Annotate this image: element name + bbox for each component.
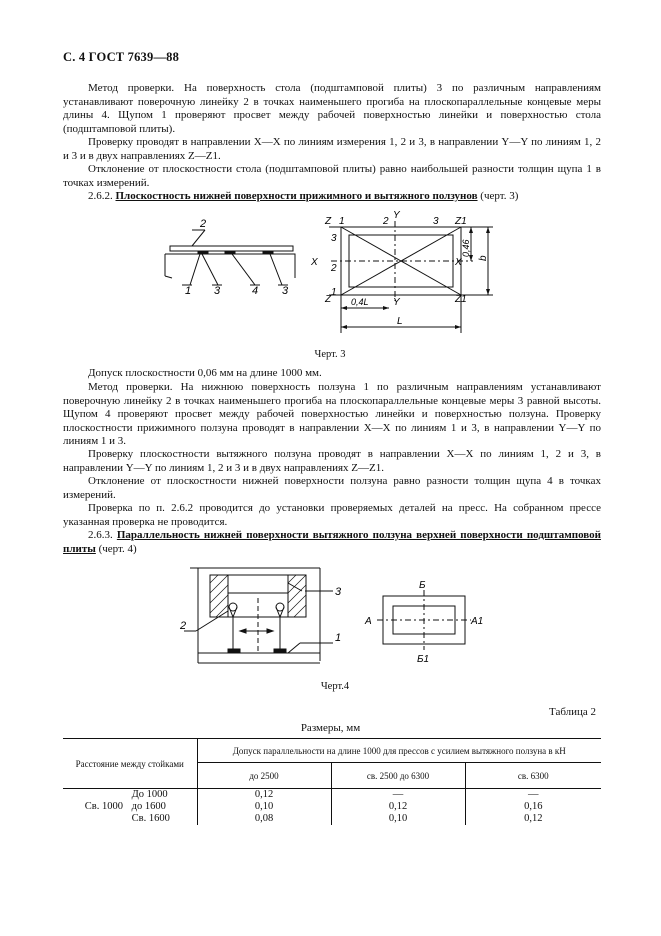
table-subheader-2: св. 2500 до 6300 bbox=[331, 763, 465, 789]
fig3-label-4: 4 bbox=[252, 285, 259, 295]
table-cell: 0,12 bbox=[197, 789, 331, 801]
figure-3-caption: Черт. 3 bbox=[314, 349, 346, 360]
page-header: С. 4 ГОСТ 7639—88 bbox=[63, 50, 180, 64]
fig4-label-3: 3 bbox=[335, 586, 342, 598]
figure-4-caption: Черт.4 bbox=[320, 681, 350, 692]
paragraph-note: Проверка по п. 2.6.2 проводится до установки проверяемых деталей на пресс. На собранном прессе указанная проверка не проводится. bbox=[63, 502, 601, 528]
fig3-dim-b: b bbox=[478, 255, 489, 261]
fig3-label-2: 2 bbox=[200, 218, 207, 230]
section-title-2: Параллельность нижней поверхности вытяжного ползуна верхней поверхности подштамповой плиты bbox=[63, 529, 601, 555]
table-header-distance: Расстояние между стойками bbox=[63, 739, 197, 789]
table-cell: — bbox=[331, 789, 465, 801]
section-number-2: 2.6.3. bbox=[88, 529, 113, 541]
table-row bbox=[63, 801, 601, 813]
fig3-z1-top-right: Z1 bbox=[455, 216, 467, 227]
fig4-label-2: 2 bbox=[180, 620, 187, 632]
row-label: до 1600 bbox=[131, 801, 166, 812]
table-row bbox=[63, 789, 601, 801]
fig3-left-num-2: 2 bbox=[331, 263, 337, 274]
tolerance-table bbox=[63, 738, 601, 825]
fig4-label-b1: Б1 bbox=[417, 654, 430, 665]
paragraph-check-directions-2: Проверку плоскостности вытяжного ползуна проводят в направлении X—X по линиям 1, 2 и 3, в направлении Y—Y по линиям 1, 2 и 3 и в двух направлениях Z—Z1. bbox=[63, 448, 601, 474]
paragraph-check-directions-1: Проверку проводят в направлении X—X по линиям измерения 1, 2 и 3, в направлении Y—Y по линиям 1, 2 и 3 и в двух направлениях Z—Z1. bbox=[63, 136, 601, 162]
paragraph-tolerance: Допуск плоскостности 0,06 мм на длине 1000 мм. bbox=[88, 367, 322, 379]
section-ref: (черт. 3) bbox=[480, 190, 519, 202]
row-label: Св. 1600 bbox=[131, 813, 170, 824]
table-title: Таблица 2 bbox=[549, 706, 597, 718]
table-cell: 0,12 bbox=[331, 801, 465, 813]
table-cell: 0,08 bbox=[197, 813, 331, 825]
fig3-dim-046: 0,46 bbox=[461, 239, 471, 257]
paragraph-deviation-2: Отклонение от плоскостности нижней поверхности ползуна равно разности толщин щупа 4 в точках измерений. bbox=[63, 475, 601, 501]
fig3-top-num-1: 1 bbox=[339, 216, 345, 227]
ruler-shape bbox=[170, 246, 293, 251]
fig4-label-b: Б bbox=[419, 580, 426, 591]
fig3-x-left: X bbox=[311, 257, 318, 268]
fig3-top-num-3: 3 bbox=[433, 216, 439, 227]
table-cell: 0,12 bbox=[524, 813, 543, 824]
table-units: Размеры, мм bbox=[300, 722, 361, 734]
table-subheader-1: до 2500 bbox=[197, 763, 331, 789]
table-row bbox=[63, 813, 601, 825]
figure-4-section-view bbox=[170, 563, 350, 678]
fig3-label-3b: 3 bbox=[282, 285, 289, 295]
table-subheader-3: св. 6300 bbox=[465, 763, 601, 789]
figure-3-side-view bbox=[160, 210, 300, 295]
table-cell: 0,16 bbox=[524, 801, 543, 812]
row-label: До 1000 bbox=[131, 789, 168, 801]
section-ref-2: (черт. 4) bbox=[98, 542, 137, 555]
fig3-label-3a: 3 bbox=[214, 285, 221, 295]
fig3-y-bottom: Y bbox=[393, 297, 400, 308]
fig3-left-num-1: 1 bbox=[331, 287, 337, 298]
paragraph-method-2: Метод проверки. На нижнюю поверхность ползуна 1 по различным направлениям устанавливают поверочную линейку 2 в точках наименьшего прогиба на плоскопараллельные концевые меры 3 равной высоты. Щупом 4 проверяют просвет между рабочей поверхностью линейки и поверхностью ползуна. Проверку плоскостности прижимного ползуна проводят в направлении X—X по линиям 1 и 3, в направлении Y—Y по линиям 1 и 3. bbox=[63, 381, 601, 447]
fig3-dim-04L: 0,4L bbox=[351, 297, 369, 307]
paragraph-section-2-6-3 bbox=[63, 529, 601, 556]
fig3-z-top-left: Z bbox=[325, 216, 332, 227]
section-title: Плоскостность нижней поверхности прижимного и вытяжного ползунов bbox=[115, 190, 478, 202]
paragraph-method-1: Метод проверки. На поверхность стола (подштамповой плиты) 3 по различным направлениям устанавливают поверочную линейку 2 в точках наименьшего прогиба на плоскопараллельные концевые меры длины 4. Щупом 1 проверяют просвет между рабочей поверхностью линейки и поверхностью стола (подштамповой плиты). bbox=[63, 82, 601, 135]
fig4-label-a: А bbox=[365, 616, 372, 627]
section-number: 2.6.2. bbox=[88, 190, 113, 202]
table-cell: — bbox=[528, 789, 539, 801]
figure-3-top-view bbox=[305, 205, 505, 345]
fig3-label-1: 1 bbox=[185, 285, 192, 295]
paragraph-section-2-6-2 bbox=[63, 190, 601, 204]
paragraph-deviation-1: Отклонение от плоскостности стола (подштамповой плиты) равно наибольшей разности толщин щупа 1 в точках измерений. bbox=[63, 163, 601, 189]
figure-4-top-view bbox=[355, 578, 495, 668]
fig3-z1-bottom-right: Z1 bbox=[455, 294, 467, 305]
fig3-x-right: X bbox=[455, 257, 462, 268]
fig3-y-top: Y bbox=[393, 210, 400, 221]
fig4-label-1: 1 bbox=[335, 632, 342, 644]
table-header-group: Допуск параллельности на длине 1000 для прессов с усилием вытяжного ползуна в кН bbox=[197, 739, 601, 763]
table-cell: 0,10 bbox=[197, 801, 331, 813]
table-cell: 0,10 bbox=[331, 813, 465, 825]
fig3-top-num-2: 2 bbox=[383, 216, 389, 227]
fig3-dim-L: L bbox=[397, 316, 403, 327]
fig4-label-a1: А1 bbox=[471, 616, 484, 627]
fig3-left-num-3: 3 bbox=[331, 233, 337, 244]
fig3-z-bottom-left: Z bbox=[325, 294, 332, 305]
row-prefix: Св. 1000 bbox=[84, 801, 123, 812]
